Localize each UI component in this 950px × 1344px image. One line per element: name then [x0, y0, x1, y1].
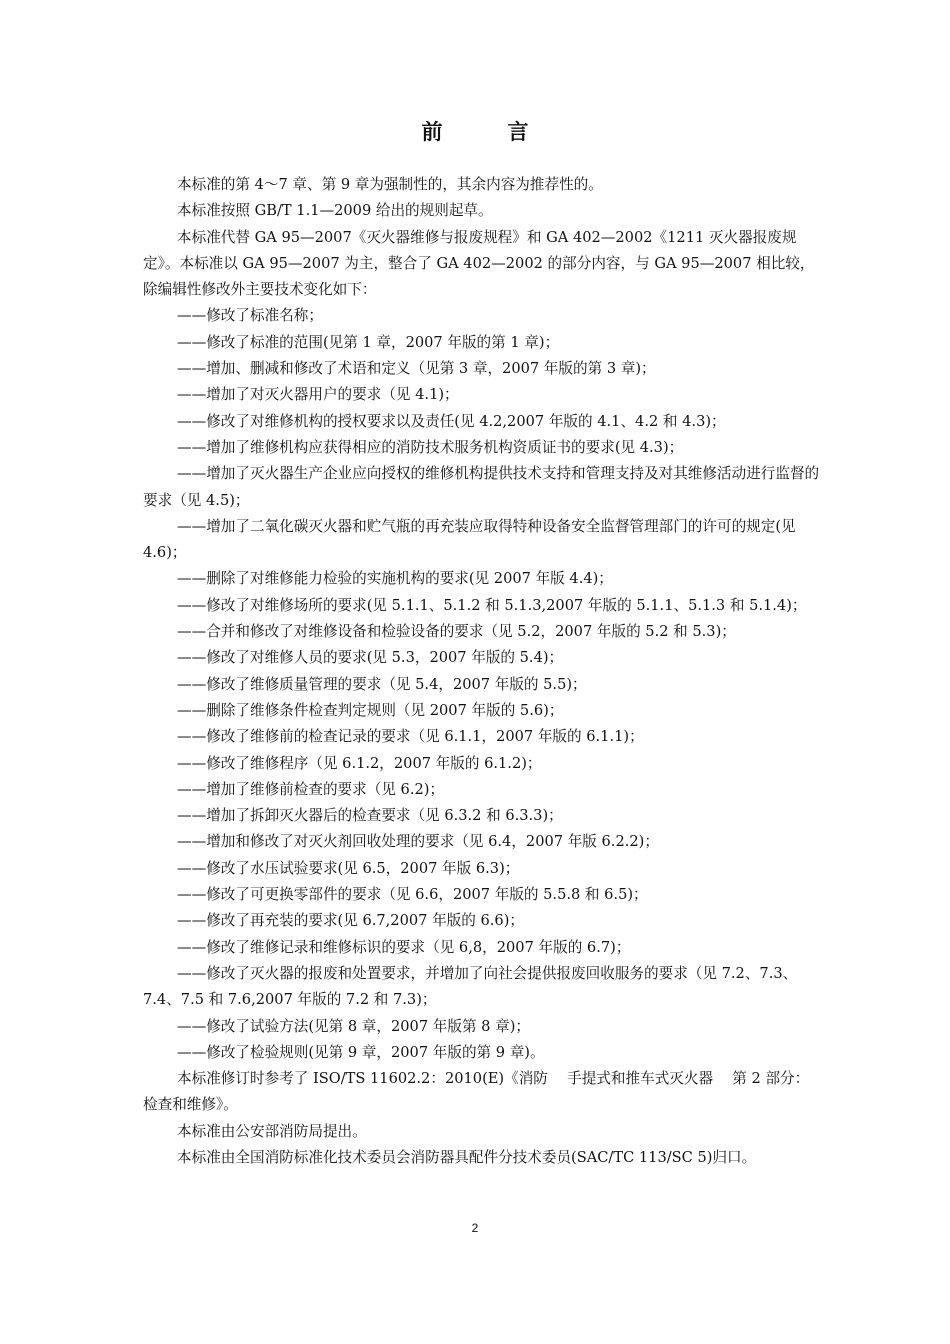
- change-item-9: ——删除了对维修能力检验的实施机构的要求(见 2007 年版 4.4)；: [177, 570, 613, 588]
- change-item-8: ——增加了二氧化碳灭火器和贮气瓶的再充装应取得特种设备安全监督管理部门的许可的规定(见 4.6)；: [143, 517, 796, 562]
- preface-body: [143, 172, 823, 1171]
- change-item-16: ——修改了维修程序（见 6.1.2，2007 年版的 6.1.2)；: [177, 754, 542, 772]
- page-title: 前 言: [421, 119, 551, 144]
- change-item-24: ——修改了灭火器的报废和处置要求，并增加了向社会提供报废回收服务的要求（见 7.2、7.3、7.4、7.5 和 7.6,2007 年版的 7.2 和 7.3)；: [143, 964, 798, 1009]
- paragraph-1: 本标准的第 4～7 章、第 9 章为强制性的，其余内容为推荐性的。: [177, 176, 603, 193]
- page-number: 2: [471, 1221, 479, 1235]
- reference-paragraph: 本标准修订时参考了 ISO/TS 11602.2：2010(E)《消防 手提式和推车式灭火器 第 2 部分：检查和维修》。: [143, 1070, 810, 1114]
- change-item-17: ——增加了维修前检查的要求（见 6.2)；: [177, 780, 445, 798]
- change-item-11: ——合并和修改了对维修设备和检验设备的要求（见 5.2，2007 年版的 5.2 和 5.3)；: [177, 623, 736, 641]
- change-item-14: ——删除了维修条件检查判定规则（见 2007 年版的 5.6)；: [177, 701, 564, 719]
- change-item-15: ——修改了维修前的检查记录的要求（见 6.1.1，2007 年版的 6.1.1)；: [177, 728, 644, 746]
- paragraph-3: 本标准代替 GA 95—2007《灭火器维修与报废规程》和 GA 402—2002《1211 灭火器报废规定》。本标准以 GA 95—2007 为主，整合了 GA 402—2002 的部分内容，与 GA 95—2007 相比较，除编辑性修改外主要技术变化如下：: [143, 228, 815, 299]
- change-item-21: ——修改了可更换零部件的要求（见 6.6，2007 年版的 5.5.8 和 6.5)；: [177, 886, 648, 904]
- change-item-19: ——增加和修改了对灭火剂回收处理的要求（见 6.4，2007 年版 6.2.2)；: [177, 833, 659, 851]
- change-item-3: ——增加、删减和修改了术语和定义（见第 3 章，2007 年版的第 3 章)；: [177, 360, 656, 378]
- change-item-10: ——修改了对维修场所的要求(见 5.1.1、5.1.2 和 5.1.3,2007 年版的 5.1.1、5.1.3 和 5.1.4)；: [177, 596, 807, 614]
- change-item-25: ——修改了试验方法(见第 8 章，2007 年版第 8 章)；: [177, 1017, 530, 1035]
- change-item-22: ——修改了再充装的要求(见 6.7,2007 年版的 6.6)；: [177, 912, 525, 930]
- responsible-committee-paragraph: 本标准由全国消防标准化技术委员会消防器具配件分技术委员(SAC/TC 113/SC 5)归口。: [177, 1148, 757, 1166]
- change-item-5: ——修改了对维修机构的授权要求以及责任(见 4.2,2007 年版的 4.1、4.2 和 4.3)；: [177, 412, 726, 430]
- change-item-6: ——增加了维修机构应获得相应的消防技术服务机构资质证书的要求(见 4.3)；: [177, 438, 684, 456]
- change-item-23: ——修改了维修记录和维修标识的要求（见 6,8，2007 年版的 6.7)；: [177, 938, 631, 956]
- change-item-2: ——修改了标准的范围(见第 1 章，2007 年版的第 1 章)；: [177, 333, 560, 351]
- change-item-12: ——修改了对维修人员的要求(见 5.3，2007 年版的 5.4)；: [177, 649, 564, 667]
- change-item-1: ——修改了标准名称；: [177, 307, 323, 325]
- change-item-7: ——增加了灭火器生产企业应向授权的维修机构提供技术支持和管理支持及对其维修活动进行监督的要求（见 4.5)；: [143, 465, 820, 509]
- paragraph-2: 本标准按照 GB/T 1.1—2009 给出的规则起草。: [177, 202, 493, 220]
- change-item-4: ——增加了对灭火器用户的要求（见 4.1)；: [177, 386, 459, 404]
- change-item-13: ——修改了维修质量管理的要求（见 5.4，2007 年版的 5.5)；: [177, 675, 587, 693]
- change-item-18: ——增加了拆卸灭火器后的检查要求（见 6.3.2 和 6.3.3)；: [177, 807, 563, 825]
- change-item-26: ——修改了检验规则(见第 9 章，2007 年版的第 9 章)。: [177, 1043, 545, 1061]
- change-item-20: ——修改了水压试验要求(见 6.5，2007 年版 6.3)；: [177, 859, 520, 877]
- proposer-paragraph: 本标准由公安部消防局提出。: [177, 1122, 367, 1140]
